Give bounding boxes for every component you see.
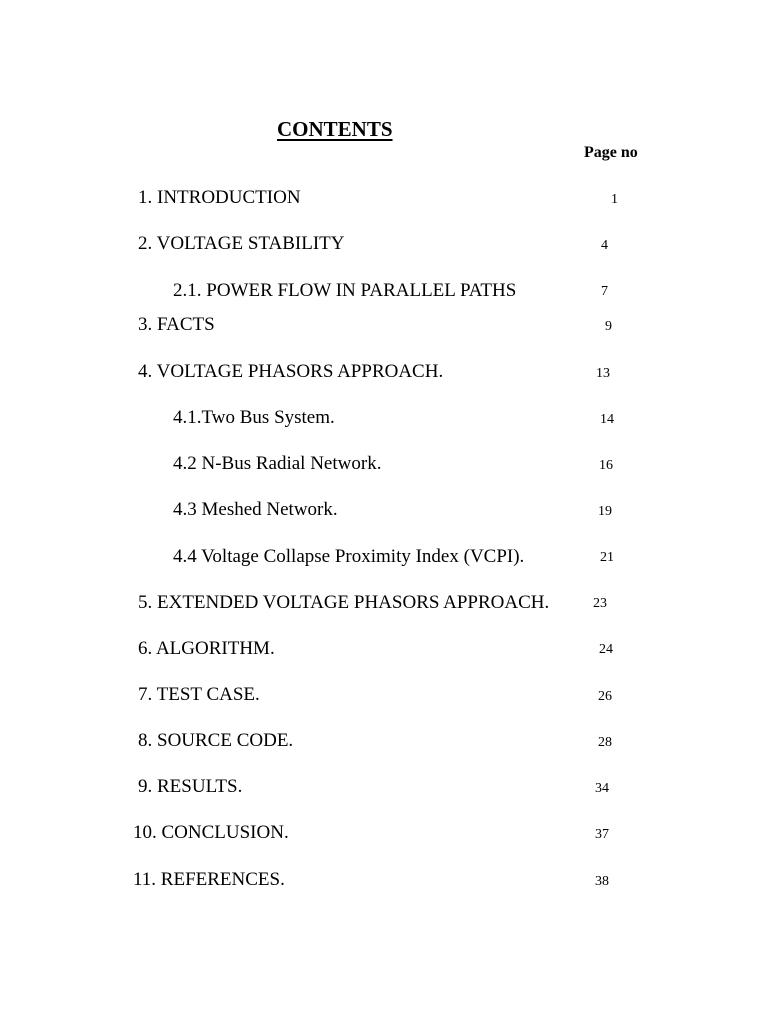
- toc-entry-page: 23: [593, 596, 607, 611]
- toc-entry-title: 4.4 Voltage Collapse Proximity Index (VCPI).: [173, 546, 525, 567]
- toc-entry-title: 9. RESULTS.: [138, 776, 243, 797]
- toc-entry-page: 37: [595, 827, 609, 842]
- toc-entry-page: 4: [601, 238, 608, 253]
- toc-entry-page: 14: [600, 412, 614, 427]
- toc-entry-page: 13: [596, 366, 610, 381]
- toc-entry-page: 7: [601, 284, 608, 299]
- toc-entry-page: 34: [595, 781, 609, 796]
- toc-entry-page: 1: [611, 192, 618, 207]
- toc-entry-title: 4.1.Two Bus System.: [173, 407, 335, 428]
- toc-entry-title: 1. INTRODUCTION: [138, 187, 301, 208]
- toc-entry-title: 6. ALGORITHM.: [138, 638, 275, 659]
- toc-entry-title: 4.3 Meshed Network.: [173, 499, 338, 520]
- contents-heading: CONTENTS: [277, 117, 393, 141]
- toc-entry-title: 3. FACTS: [138, 314, 215, 335]
- toc-entry-page: 9: [605, 319, 612, 334]
- toc-entry-title: 8. SOURCE CODE.: [138, 730, 294, 751]
- toc-entry-title: 10. CONCLUSION.: [133, 822, 289, 843]
- toc-entry-page: 26: [598, 689, 612, 704]
- toc-entry-page: 21: [600, 550, 614, 565]
- toc-entry-title: 5. EXTENDED VOLTAGE PHASORS APPROACH.: [138, 592, 550, 613]
- toc-entry-page: 19: [598, 504, 612, 519]
- toc-entry-title: 2.1. POWER FLOW IN PARALLEL PATHS: [173, 280, 517, 301]
- page-no-label: Page no: [584, 144, 638, 161]
- toc-entry-page: 24: [599, 642, 613, 657]
- toc-entry-title: 4.2 N-Bus Radial Network.: [173, 453, 382, 474]
- toc-entry-page: 28: [598, 735, 612, 750]
- toc-entry-title: 2. VOLTAGE STABILITY: [138, 233, 345, 254]
- toc-entry-title: 4. VOLTAGE PHASORS APPROACH.: [138, 361, 444, 382]
- toc-entry-title: 7. TEST CASE.: [138, 684, 260, 705]
- toc-entry-page: 16: [599, 458, 613, 473]
- toc-entry-title: 11. REFERENCES.: [133, 869, 285, 890]
- toc-entry-page: 38: [595, 874, 609, 889]
